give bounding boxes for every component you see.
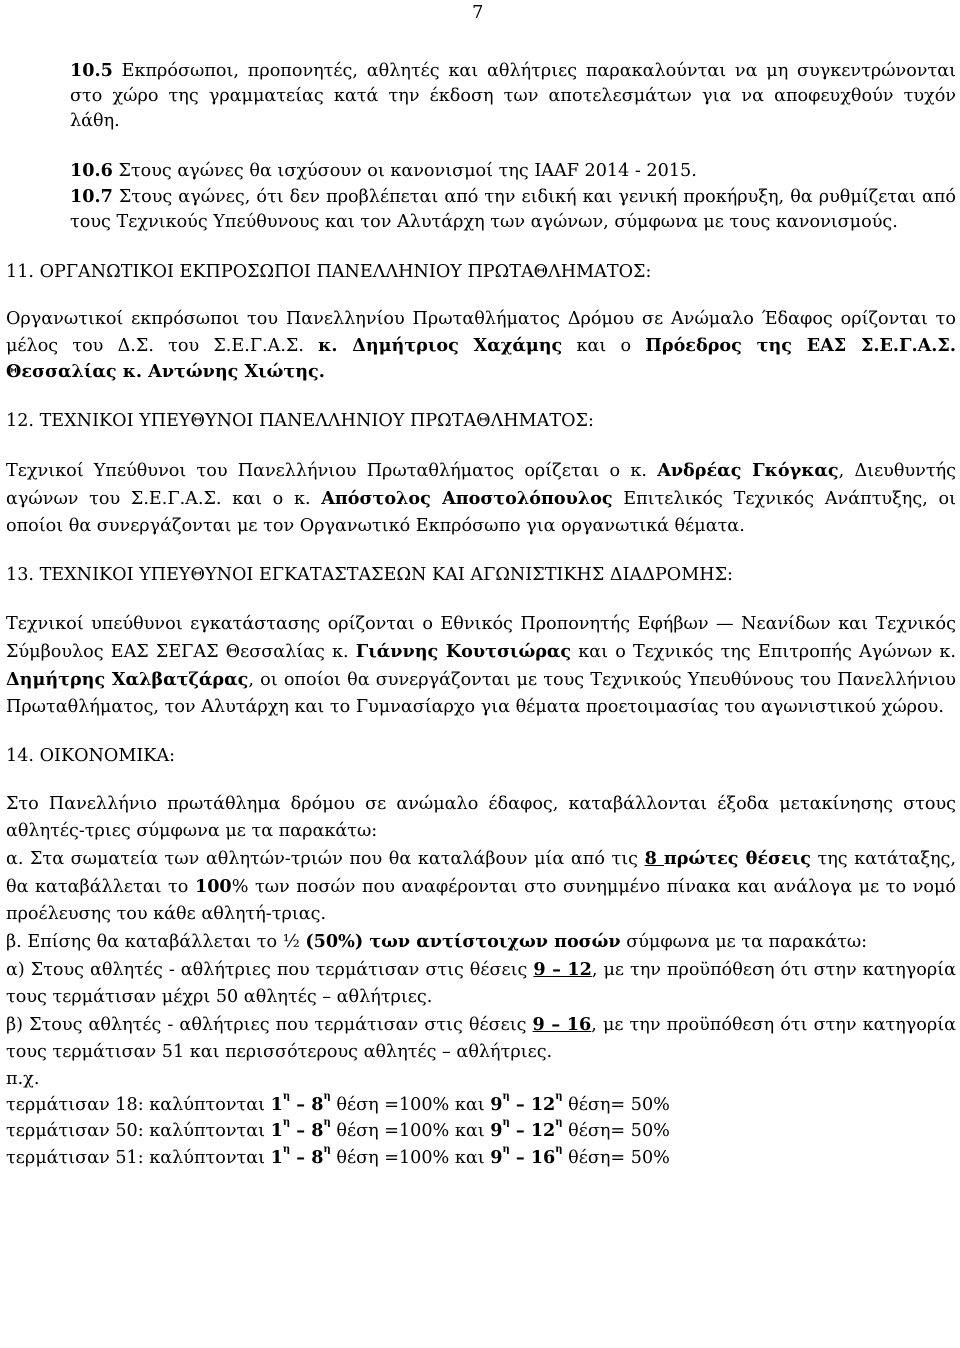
paragraph-text: % των ποσών που αναφέρονται στο συνημμένο πίνακα και ανάλογα με το νομό προέλευσης του κάθε αθλητή-τριας. [6, 876, 956, 924]
paragraph-text: , με την προϋπόθεση ότι στην κατηγορία τους τερμάτισαν μέχρι 50 αθλητές – αθλήτριες. [6, 959, 957, 1007]
section-14-heading: 14. ΟΙΚΟΝΟΜΙΚΑ: [6, 745, 176, 766]
paragraph-text: Τεχνικοί υπεύθυνοι εγκατάστασης ορίζονται ο Εθνικός Προπονητής Εφήβων — Νεανίδων και Τεχνικός Σύμβουλος ΕΑΣ ΣΕΓΑΣ Θεσσαλίας κ. [6, 613, 956, 662]
section-12-paragraph [6, 457, 956, 540]
section-14-item-a [6, 845, 956, 928]
section-14-condition-2 [6, 1011, 956, 1066]
person-name: Δημήτρης Χαλβατζάρας [6, 668, 249, 690]
person-name: Απόστολος Αποστολόπουλος [321, 487, 613, 509]
section-number: 10.5 [70, 60, 113, 81]
paragraph-text: Στους αγώνες θα ισχύσουν οι κανονισμοί της IAAF 2014 - 2015. [112, 161, 697, 181]
paragraph-text: σύμφωνα με τα παρακάτω: [620, 931, 868, 952]
section-11-heading: 11. ΟΡΓΑΝΩΤΙΚΟΙ ΕΚΠΡΟΣΩΠΟΙ ΠΑΝΕΛΛΗΝΙΟΥ ΠΡΩΤΑΘΛΗΜΑΤΟΣ: [6, 262, 652, 282]
paragraph-text: Εκπρόσωποι, προπονητές, αθλητές και αθλήτριες παρακαλούνται να μη συγκεντρώνονται στο χώρο της γραμματείας κατά την έκδοση των αποτελεσμάτων για να αποφευχθούν τυχόν λάθη. [70, 61, 956, 131]
example-line: τερμάτισαν 18: καλύπτονται $1^\eta - 8^\eta$ θέση =100% και $9^\eta - 12^\eta$ θέση= 50% [6, 1091, 670, 1115]
paragraph-text: Οργανωτικοί εκπρόσωποι του Πανελληνίου Πρωταθλήματος Δρόμου σε Ανώμαλο Έδαφος ορίζονται το μέλος του Δ.Σ. του Σ.Ε.Γ.Α.Σ. [6, 309, 956, 356]
paragraph-text: , Διευθυντής αγώνων του Σ.Ε.Γ.Α.Σ. και ο κ. [6, 460, 956, 509]
section-10-6 [6, 158, 956, 184]
section-13-heading: 13. ΤΕΧΝΙΚΟΙ ΥΠΕΥΘΥΝΟΙ ΕΓΚΑΤΑΣΤΑΣΕΩΝ ΚΑΙ ΑΓΩΝΙΣΤΙΚΗΣ ΔΙΑΔΡΟΜΗΣ: [6, 564, 733, 585]
section-14-condition-1 [6, 956, 956, 1011]
section-12-heading: 12. ΤΕΧΝΙΚΟΙ ΥΠΕΥΘΥΝΟΙ ΠΑΝΕΛΛΗΝΙΟΥ ΠΡΩΤΑΘΛΗΜΑΤΟΣ: [6, 410, 594, 431]
paragraph-text: α. Στα σωματεία των αθλητών-τριών που θα καταλάβουν μία από τις [6, 848, 645, 869]
person-name: κ. Δημήτριος Χαχάμης [318, 334, 563, 356]
example-label: π.χ. [6, 1068, 40, 1089]
section-10-5 [6, 58, 956, 134]
emphasis: πρώτες θέσεις [663, 847, 811, 869]
emphasis: 9 – 12 [533, 958, 592, 980]
section-10-7 [6, 184, 956, 235]
paragraph-text: και ο [562, 335, 646, 356]
paragraph-text: , οι οποίοι θα συνεργάζονται με τους Τεχνικούς Υπευθύνους του Πανελλήνιου Πρωταθλήματος, τον Αλυτάρχη και το Γυμνασίαρχο για θέματα προετοιμασίας του αγωνιστικού χώρου. [6, 669, 957, 717]
section-number: 10.7 [70, 186, 113, 207]
emphasis: 100 [194, 875, 232, 897]
paragraph-text: της κατάταξης, θα καταβάλλεται το [6, 848, 956, 897]
paragraph-text: Τεχνικοί Υπεύθυνοι του Πανελλήνιου Πρωταθλήματος ορίζεται ο κ. [6, 460, 658, 481]
section-14-intro: Στο Πανελλήνιο πρωτάθλημα δρόμου σε ανώμαλο έδαφος, καταβάλλονται έξοδα μετακίνησης στους αθλητές-τριες σύμφωνα με τα παρακάτω: [6, 793, 956, 841]
person-name: Ανδρέας Γκόγκας [657, 459, 839, 481]
page-number: 7 [472, 2, 484, 23]
paragraph-text: β) Στους αθλητές - αθλήτριες που τερμάτισαν στις θέσεις [6, 1014, 533, 1035]
emphasis: 9 – 16 [532, 1013, 592, 1035]
section-number: 10.6 [70, 160, 113, 181]
person-name: Πρόεδρος της ΕΑΣ Σ.Ε.Γ.Α.Σ. Θεσσαλίας κ. Αντώνης Χιώτης. [6, 334, 956, 382]
emphasis: (50%) των αντίστοιχων ποσών [305, 930, 621, 952]
example-line: τερμάτισαν 51: καλύπτονται $1^\eta - 8^\eta$ θέση =100% και $9^\eta - 16^\eta$ θέση= 50% [6, 1143, 670, 1168]
emphasis: 8 [644, 847, 664, 869]
paragraph-text: α) Στους αθλητές - αθλήτριες που τερμάτισαν στις θέσεις [6, 959, 534, 980]
section-11-paragraph [6, 307, 956, 386]
paragraph-text: Επιτελικός Τεχνικός Ανάπτυξης, οι οποίοι θα συνεργάζονται με τον Οργανωτικό Εκπρόσωπο για οργανωτικά θέματα. [6, 488, 956, 536]
document-body [6, 58, 956, 1171]
paragraph-text: και ο Τεχνικός της Επιτροπής Αγώνων κ. [571, 641, 956, 662]
section-14-item-b [6, 928, 956, 956]
example-line: τερμάτισαν 50: καλύπτονται $1^\eta - 8^\eta$ θέση =100% και $9^\eta - 12^\eta$ θέση= 50% [6, 1117, 670, 1142]
paragraph-text: Στους αγώνες, ότι δεν προβλέπεται από την ειδική και γενική προκήρυξη, θα ρυθμίζεται από τους Τεχνικούς Υπεύθυνους και τον Αλυτάρχη των αγώνων, σύμφωνα με τους κανονισμούς. [70, 187, 956, 232]
section-13-paragraph [6, 611, 956, 721]
person-name: Γιάννης Κουτσιώρας [355, 640, 572, 662]
paragraph-text: , με την προϋπόθεση ότι στην κατηγορία τους τερμάτισαν 51 και περισσότερους αθλητές – αθλήτριες. [6, 1014, 956, 1062]
paragraph-text: β. Επίσης θα καταβάλλεται το ½ [6, 931, 306, 952]
